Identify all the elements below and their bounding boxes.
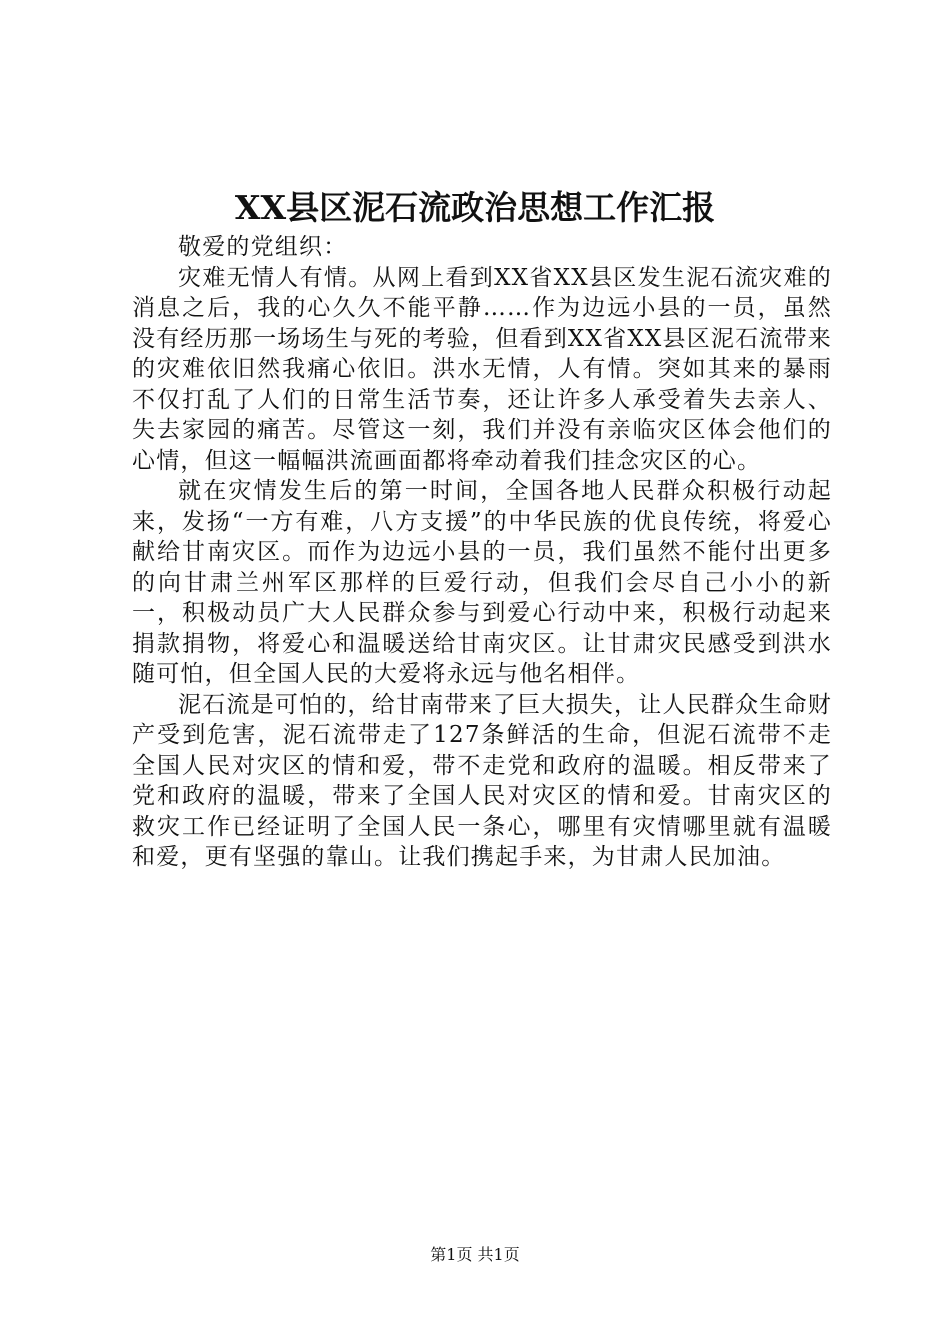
document-body	[132, 232, 832, 873]
page-footer: 第1页 共1页	[430, 1245, 520, 1264]
paragraph-3: 泥石流是可怕的，给甘南带来了巨大损失，让人民群众生命财产受到危害，泥石流带走了127条鲜活的生命，但泥石流带不走全国人民对灾区的情和爱，带不走党和政府的温暖。相反带来了党和政府的温暖，带来了全国人民对灾区的情和爱。甘南灾区的救灾工作已经证明了全国人民一条心，哪里有灾情哪里就有温暖和爱，更有坚强的靠山。让我们携起手来，为甘肃人民加油。	[132, 691, 832, 870]
document-title: XX县区泥石流政治思想工作汇报	[234, 188, 716, 227]
paragraph-2: 就在灾情发生后的第一时间，全国各地人民群众积极行动起来，发扬“一方有难，八方支援”的中华民族的优良传统，将爱心献给甘南灾区。而作为边远小县的一员，我们虽然不能付出更多的向甘肃兰州军区那样的巨爱行动，但我们会尽自己小小的新一，积极动员广大人民群众参与到爱心行动中来，积极行动起来捐款捐物，将爱心和温暖送给甘南灾区。让甘肃灾民感受到洪水随可怕，但全国人民的大爱将永远与他名相伴。	[132, 478, 832, 687]
salutation: 敬爱的党组织：	[178, 234, 348, 260]
paragraph-1: 灾难无情人有情。从网上看到XX省XX县区发生泥石流灾难的消息之后，我的心久久不能平静……作为边远小县的一员，虽然没有经历那一场场生与死的考验，但看到XX省XX县区泥石流带来的灾难依旧然我痛心依旧。洪水无情，人有情。突如其来的暴雨不仅打乱了人们的日常生活节奏，还让许多人承受着失去亲人、失去家园的痛苦。尽管这一刻，我们并没有亲临灾区体会他们的心情，但这一幅幅洪流画面都将牵动着我们挂念灾区的心。	[132, 264, 832, 474]
